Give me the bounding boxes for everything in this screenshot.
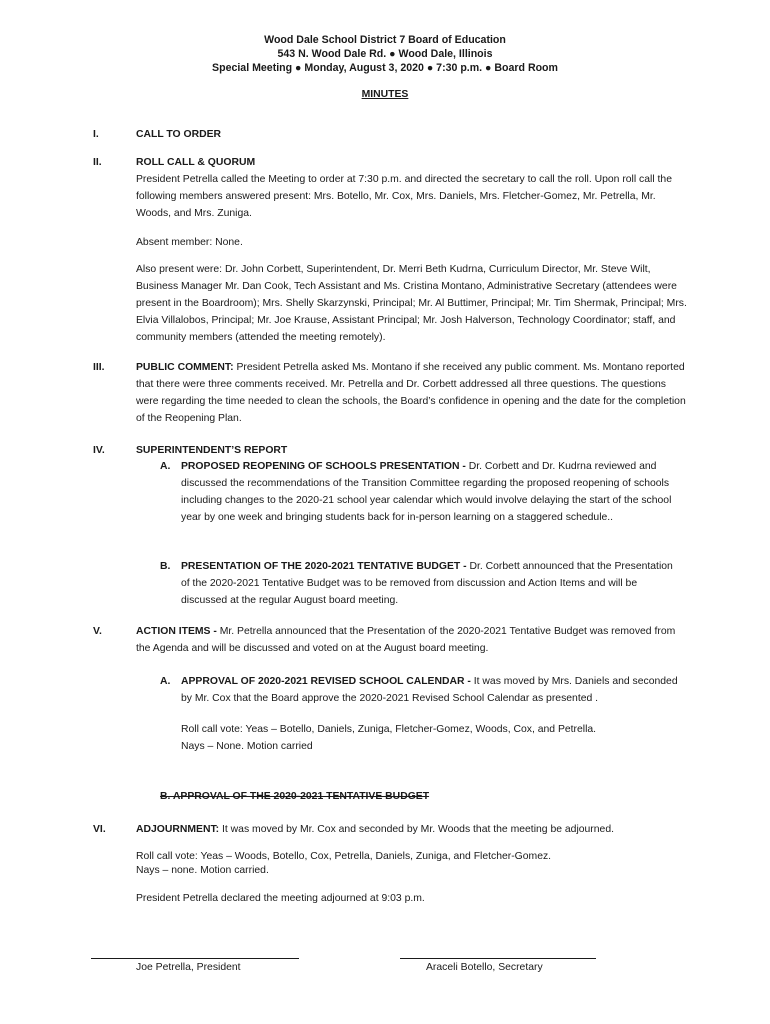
also-present-paragraph: Also present were: Dr. John Corbett, Superintendent, Dr. Merri Beth Kudrna, Curriculum Director, Mr. Steve Wilt, Business Manager Mr. Dan Cook, Tech Assistant and Ms. Cristina Montano, Administrative Secretary (attendees were present in the Boardroom); Mrs. Shelly Skarzynski, Principal; Mr. Al Buttimer, Principal; Mr. Tim Shermak, Principal; Mrs. Elvia Villalobos, Principal; Mr. Joe Krause, Assistant Principal; Mr. Josh Halverson, Technology Coordinator; staff, and community members (attended the meeting remotely). [136,264,687,343]
header-meeting-info: Special Meeting ● Monday, August 3, 2020 ● 7:30 p.m. ● Board Room [212,62,558,74]
item-4b-letter: B. [160,561,171,572]
section-3-block [136,359,691,427]
item-4a-block [181,458,681,526]
item-5a-vote: Roll call vote: Yeas – Botello, Daniels, Zuniga, Fletcher-Gomez, Woods, Cox, and Petrella. [181,724,597,735]
item-4b-block [181,558,681,609]
item-4a-letter: A. [160,461,171,472]
section-2-block [136,154,691,346]
section-6-number: VI. [93,824,106,835]
item-5a-letter: A. [160,676,171,687]
section-3-title: PUBLIC COMMENT: [136,362,234,373]
public-comment-text: President Petrella asked Ms. Montano if she received any public comment. Ms. Montano reported that there were three comments received. Mr. Petrella and Dr. Corbett addressed all three questions. The questions were regarding the time needed to clean the schools, the Board’s confidence in opening and the date for the completion of the Reopening Plan. [136,362,686,424]
item-4b-title: PRESENTATION OF THE 2020-2021 TENTATIVE BUDGET - [181,561,467,572]
item-5a-text: It was moved by Mrs. Daniels and seconded by Mr. Cox that the Board approve the 2020-2021 Revised School Calendar as presented . [181,676,678,704]
section-2-number: II. [93,157,102,168]
item-4a-text: Dr. Corbett and Dr. Kudrna reviewed and discussed the recommendations of the Transition Committee regarding the proposed reopening of schools including changes to the 2020-21 school year calendar which would involve delaying the start of the school year by one week and bringing students back for in-person learning on a staggered schedule.. [181,461,672,523]
adjournment-text: It was moved by Mr. Cox and seconded by Mr. Woods that the meeting be adjourned. [219,824,614,835]
section-5-number: V. [93,626,102,637]
adjournment-result: Nays – none. Motion carried. [136,865,269,876]
header-address: 543 N. Wood Dale Rd. ● Wood Dale, Illinois [277,48,493,60]
section-4-title: SUPERINTENDENT’S REPORT [136,445,288,456]
section-5-title: ACTION ITEMS - [136,626,217,637]
item-5a-block [181,673,681,755]
signature-secretary: Araceli Botello, Secretary [426,962,543,973]
signature-president: Joe Petrella, President [136,962,241,973]
signature-line-secretary [400,958,596,959]
section-5-block [136,623,691,657]
item-4b-text: Dr. Corbett announced that the Presentation of the 2020-2021 Tentative Budget was to be removed from discussion and Action Items and will be discussed at the regular August board meeting. [181,561,673,606]
section-1-title: CALL TO ORDER [136,129,222,140]
roll-call-paragraph: President Petrella called the Meeting to order at 7:30 p.m. and directed the secretary to call the roll. Upon roll call the following members answered present: Mrs. Botello, Mr. Cox, Mrs. Daniels, Mrs. Fletcher-Gomez, Mr. Petrella, Mr. Woods, and Mrs. Zuniga. [136,174,672,219]
section-2-title: ROLL CALL & QUORUM [136,157,256,168]
section-6-title: ADJOURNMENT: [136,824,220,835]
signature-line-president [91,958,299,959]
absent-paragraph: Absent member: None. [136,237,243,248]
item-5b-struck: B. APPROVAL OF THE 2020-2021 TENTATIVE BUDGET [160,791,430,802]
item-4a-title: PROPOSED REOPENING OF SCHOOLS PRESENTATION - [181,461,466,472]
section-4-number: IV. [93,445,105,456]
minutes-title: MINUTES [361,89,409,100]
section-3-number: III. [93,362,105,373]
item-5a-result: Nays – None. Motion carried [181,741,313,752]
section-6-block [136,821,691,907]
action-items-text: Mr. Petrella announced that the Presentation of the 2020-2021 Tentative Budget was removed from the Agenda and will be discussed and voted on at the August board meeting. [136,626,676,654]
section-1-number: I. [93,129,99,140]
header-district: Wood Dale School District 7 Board of Education [264,34,506,46]
adjournment-vote: Roll call vote: Yeas – Woods, Botello, Cox, Petrella, Daniels, Zuniga, and Fletcher-Gomez. [136,851,552,862]
adjournment-closing: President Petrella declared the meeting adjourned at 9:03 p.m. [136,893,425,904]
item-5a-title: APPROVAL OF 2020-2021 REVISED SCHOOL CALENDAR - [181,676,471,687]
